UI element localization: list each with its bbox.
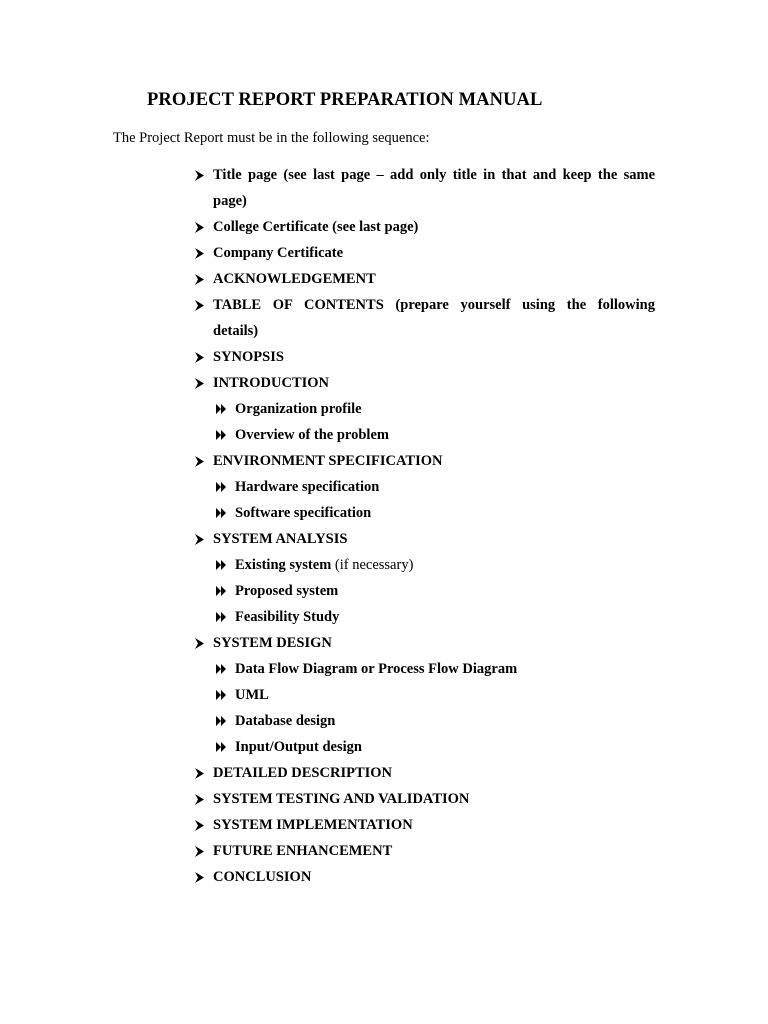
sub-list-item <box>235 500 371 526</box>
arrowhead-bullet-icon <box>194 370 208 396</box>
arrowhead-bullet-icon <box>194 812 208 838</box>
list-item <box>213 292 655 344</box>
sub-list-item <box>235 578 338 604</box>
arrowhead-bullet-icon <box>194 344 208 370</box>
list-item-text: Data Flow Diagram or Process Flow Diagram <box>235 661 518 677</box>
arrowhead-bullet-icon <box>194 162 208 188</box>
list-item <box>213 214 655 240</box>
arrowhead-bullet-icon <box>194 214 208 240</box>
list-item-text: Proposed system <box>235 583 339 599</box>
double-arrowhead-bullet-icon <box>215 734 229 760</box>
list-item-text: SYSTEM TESTING AND VALIDATION <box>213 791 470 807</box>
list-item <box>213 240 655 266</box>
intro-text: The Project Report must be in the following sequence: <box>113 130 430 146</box>
list-item-text: Feasibility Study <box>235 609 340 625</box>
list-item <box>213 162 655 214</box>
list-item-text: DETAILED DESCRIPTION <box>213 765 393 781</box>
double-arrowhead-bullet-icon <box>215 552 229 578</box>
double-arrowhead-bullet-icon <box>215 708 229 734</box>
list-item-text-continued: details) <box>213 323 259 339</box>
page-title: PROJECT REPORT PREPARATION MANUAL <box>147 90 543 110</box>
list-item-text: Existing system <box>235 557 332 573</box>
sub-list-item <box>235 656 517 682</box>
list-item-text: ENVIRONMENT SPECIFICATION <box>213 453 443 469</box>
list-item-text: Company Certificate <box>213 245 344 261</box>
list-item-text: Title page (see last page – add only title in that and keep the same <box>213 167 655 183</box>
arrowhead-bullet-icon <box>194 266 208 292</box>
list-item-text: ACKNOWLEDGEMENT <box>213 271 376 287</box>
arrowhead-bullet-icon <box>194 786 208 812</box>
list-item-text: Overview of the problem <box>235 427 389 443</box>
list-item <box>213 786 655 812</box>
list-item-text: SYSTEM ANALYSIS <box>213 531 348 547</box>
double-arrowhead-bullet-icon <box>215 474 229 500</box>
arrowhead-bullet-icon <box>194 240 208 266</box>
list-item-text: Software specification <box>235 505 372 521</box>
arrowhead-bullet-icon <box>194 630 208 656</box>
list-item-text: Hardware specification <box>235 479 380 495</box>
list-item-text: TABLE OF CONTENTS (prepare yourself using the following <box>213 297 655 313</box>
double-arrowhead-bullet-icon <box>215 682 229 708</box>
list-item <box>213 370 655 396</box>
sub-list-item <box>235 422 389 448</box>
double-arrowhead-bullet-icon <box>215 422 229 448</box>
list-item-text: College Certificate (see last page) <box>213 219 419 235</box>
arrowhead-bullet-icon <box>194 838 208 864</box>
arrowhead-bullet-icon <box>194 292 208 318</box>
double-arrowhead-bullet-icon <box>215 656 229 682</box>
list-item-note: (if necessary) <box>331 557 414 573</box>
sub-list-item <box>235 604 339 630</box>
list-item-text: Database design <box>235 713 336 729</box>
sub-list-item <box>235 396 362 422</box>
sub-list-item <box>235 734 362 760</box>
sub-list-item <box>235 682 269 708</box>
double-arrowhead-bullet-icon <box>215 396 229 422</box>
arrowhead-bullet-icon <box>194 760 208 786</box>
sub-list-item <box>235 708 335 734</box>
list-item-text: Organization profile <box>235 401 362 417</box>
list-item-text: SYNOPSIS <box>213 349 284 365</box>
double-arrowhead-bullet-icon <box>215 500 229 526</box>
sub-list-item <box>235 552 413 578</box>
list-item-text: UML <box>235 687 269 703</box>
list-item <box>213 344 655 370</box>
list-item-text: SYSTEM IMPLEMENTATION <box>213 817 413 833</box>
double-arrowhead-bullet-icon <box>215 604 229 630</box>
list-item <box>213 760 655 786</box>
arrowhead-bullet-icon <box>194 526 208 552</box>
list-item <box>213 266 655 292</box>
list-item <box>213 864 655 890</box>
list-item-text: INTRODUCTION <box>213 375 330 391</box>
list-item-text-continued: page) <box>213 193 247 209</box>
list-item <box>213 630 655 656</box>
sub-list-item <box>235 474 379 500</box>
list-item <box>213 838 655 864</box>
list-item-text: CONCLUSION <box>213 869 312 885</box>
double-arrowhead-bullet-icon <box>215 578 229 604</box>
arrowhead-bullet-icon <box>194 448 208 474</box>
list-item <box>213 526 655 552</box>
list-item-text: Input/Output design <box>235 739 362 755</box>
list-item-text: SYSTEM DESIGN <box>213 635 332 651</box>
list-item <box>213 812 655 838</box>
arrowhead-bullet-icon <box>194 864 208 890</box>
list-item-text: FUTURE ENHANCEMENT <box>213 843 393 859</box>
list-item <box>213 448 655 474</box>
